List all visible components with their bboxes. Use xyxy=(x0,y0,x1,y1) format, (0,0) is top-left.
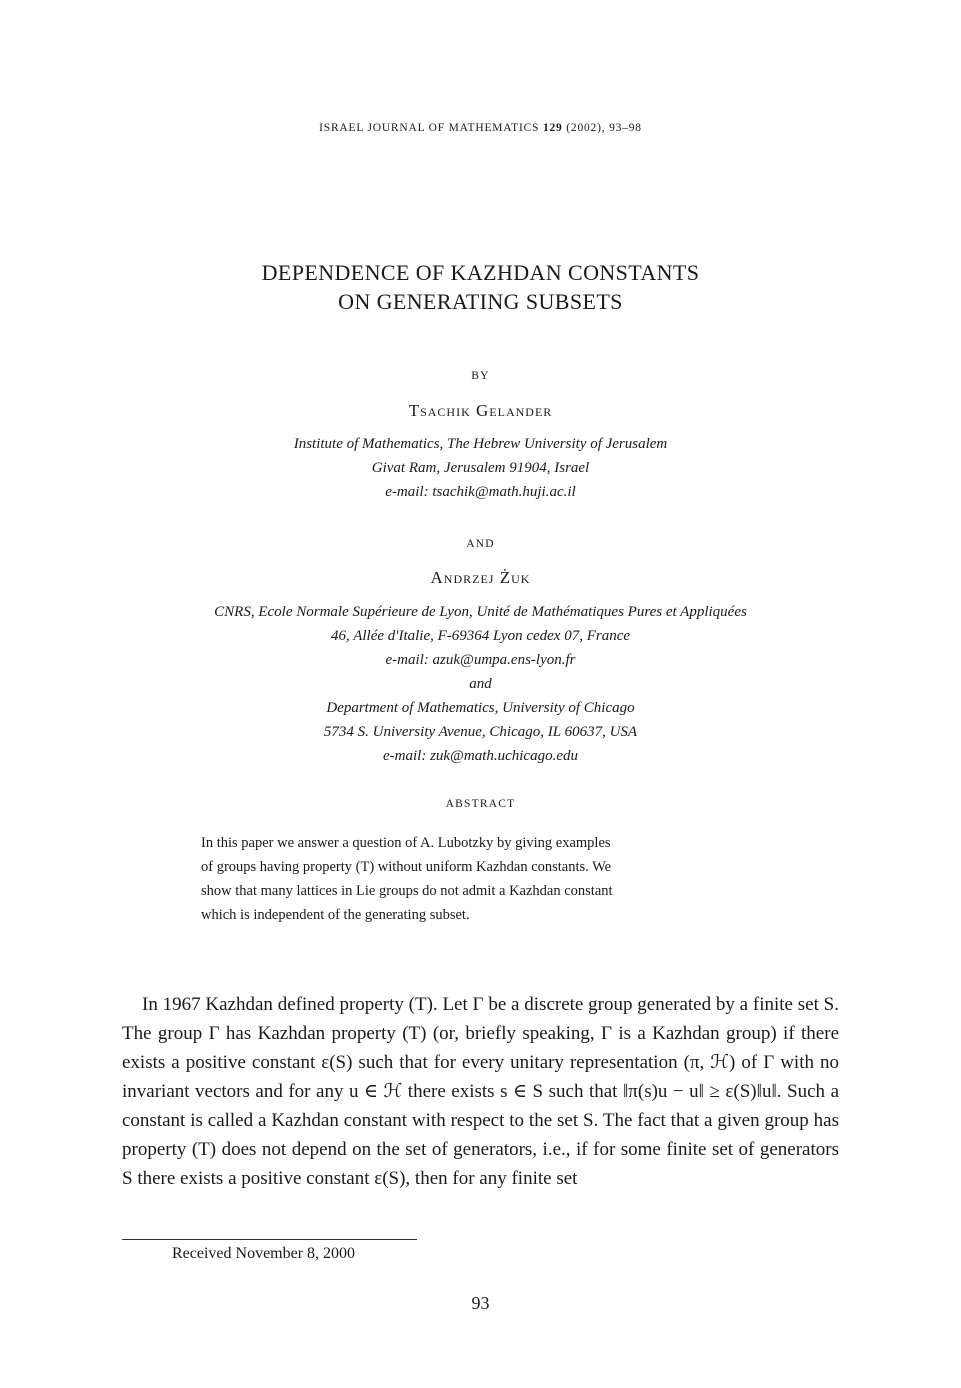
author-2-affiliation xyxy=(0,600,961,768)
title-line-1: DEPENDENCE OF KAZHDAN CONSTANTS xyxy=(261,260,700,285)
author-1-name: Tsachik Gelander xyxy=(408,401,553,420)
by-label: BY xyxy=(471,370,490,382)
email-line: e-mail: zuk@math.uchicago.edu xyxy=(383,748,578,764)
abstract-line: which is independent of the generating subset. xyxy=(201,907,470,923)
affil-line: Givat Ram, Jerusalem 91904, Israel xyxy=(371,460,590,476)
intro-paragraph: In 1967 Kazhdan defined property (T). Let Γ be a discrete group generated by a finite set S. The group Γ has Kazhdan property (T) (or, briefly speaking, Γ is a Kazhdan group) if there exists a positive constant ε(S) such that for every unitary representation (π, ℋ) of Γ with no invariant vectors and for any u ∈ ℋ there exists s ∈ S such that ‖π(s)u − u‖ ≥ ε(S)‖u‖. Such a constant is called a Kazhdan constant with respect to the set S. The fact that a given group has property (T) does not depend on the set of generators, i.e., if for some finite set of generators S there exists a positive constant ε(S), then for any finite set xyxy=(122,994,839,1189)
year-pages: (2002), 93–98 xyxy=(566,122,642,134)
page-number: 93 xyxy=(471,1293,490,1313)
abstract-heading: ABSTRACT xyxy=(445,798,516,810)
affil-line: and xyxy=(469,676,492,692)
affil-line: 5734 S. University Avenue, Chicago, IL 60637, USA xyxy=(323,724,638,740)
affil-line: Institute of Mathematics, The Hebrew University of Jerusalem xyxy=(293,436,668,452)
abstract-line: In this paper we answer a question of A. Lubotzky by giving examples xyxy=(201,835,611,851)
journal-name: ISRAEL JOURNAL OF MATHEMATICS xyxy=(319,122,540,134)
title-line-2: ON GENERATING SUBSETS xyxy=(338,289,623,314)
affil-line: 46, Allée d'Italie, F-69364 Lyon cedex 07, France xyxy=(330,628,631,644)
and-label: AND xyxy=(466,538,495,550)
volume-number: 129 xyxy=(542,122,563,134)
body-text xyxy=(122,990,839,1193)
email-line: e-mail: tsachik@math.huji.ac.il xyxy=(385,484,576,500)
received-date-footnote: Received November 8, 2000 xyxy=(172,1245,356,1262)
paper-title xyxy=(0,258,961,316)
author-2-name: Andrzej Żuk xyxy=(430,568,531,587)
footnote-rule xyxy=(122,1239,417,1240)
email-line: e-mail: azuk@umpa.ens-lyon.fr xyxy=(385,652,576,668)
affil-line: Department of Mathematics, University of Chicago xyxy=(326,700,635,716)
running-head xyxy=(0,122,961,134)
author-1-affiliation xyxy=(0,432,961,504)
abstract-body xyxy=(201,831,761,927)
abstract-line: of groups having property (T) without uniform Kazhdan constants. We xyxy=(201,859,612,875)
affil-line: CNRS, Ecole Normale Supérieure de Lyon, Unité de Mathématiques Pures et Appliquées xyxy=(214,604,747,620)
abstract-line: show that many lattices in Lie groups do not admit a Kazhdan constant xyxy=(201,883,613,899)
